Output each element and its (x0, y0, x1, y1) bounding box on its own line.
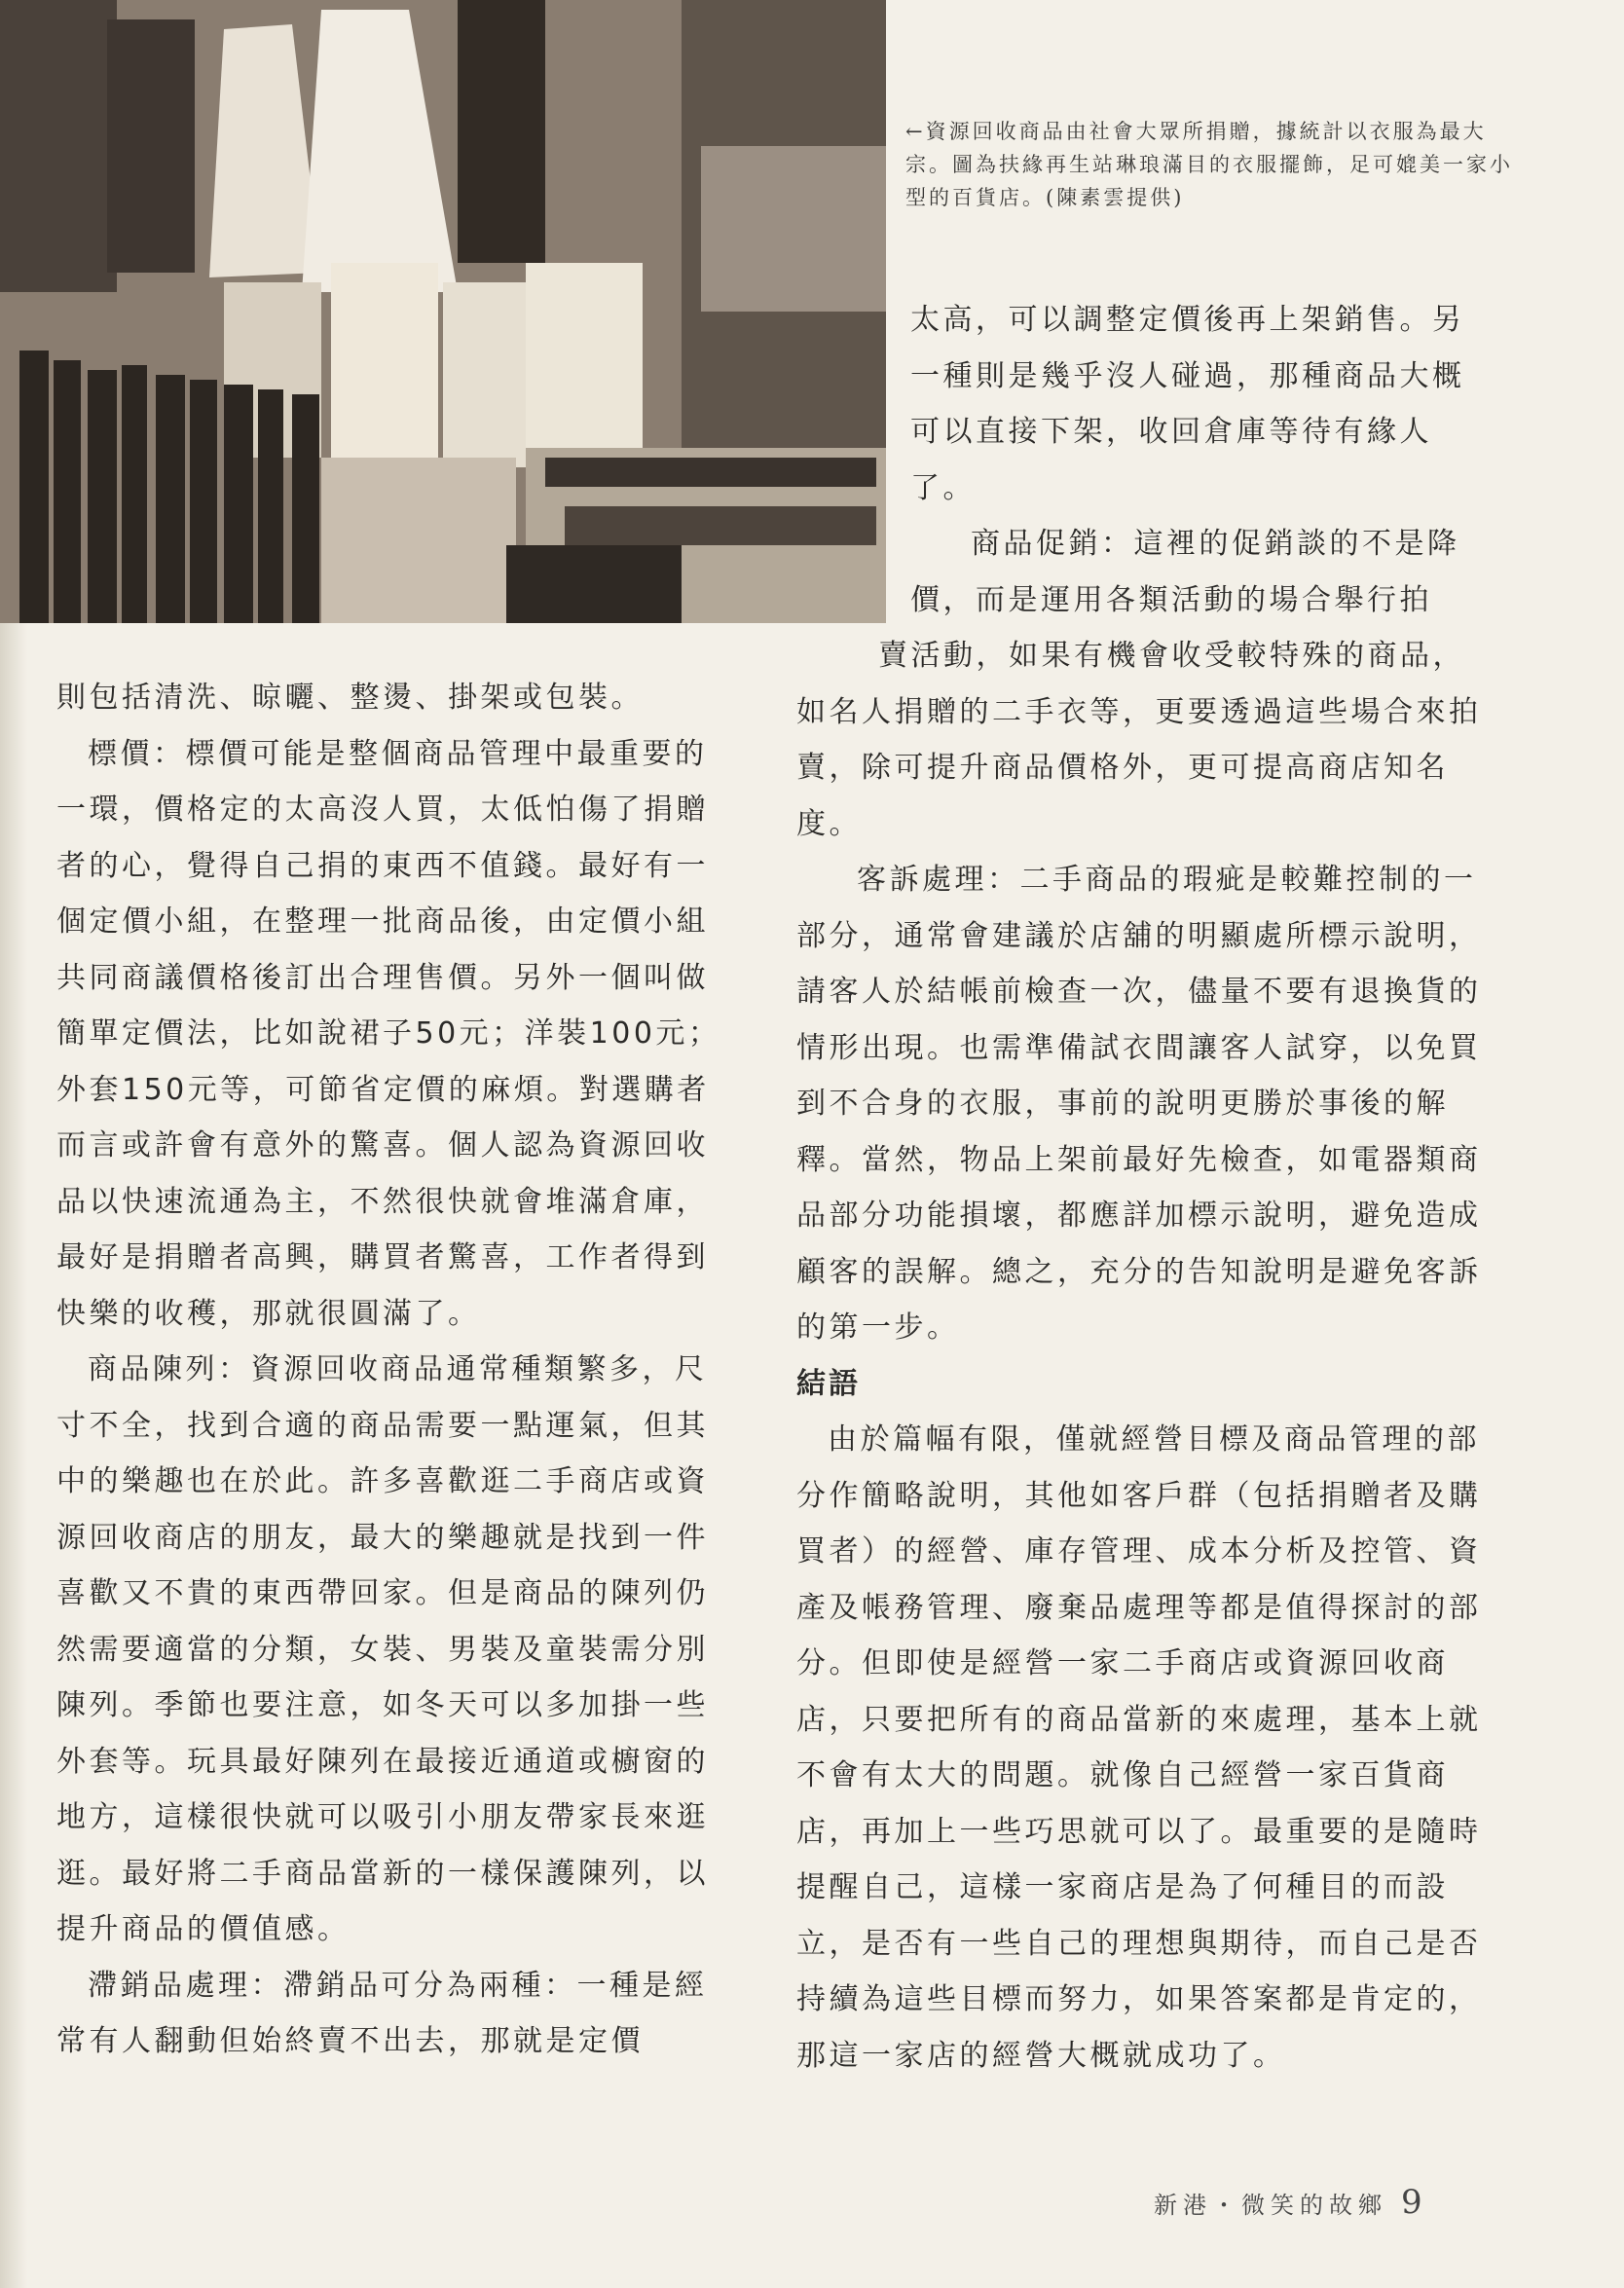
footer-title: 新港・微笑的故鄉 (1154, 2192, 1387, 2219)
page-footer (1154, 2183, 1422, 2222)
paragraph-conclusion: 由於篇幅有限，僅就經營目標及商品管理的部分作簡略說明，其他如客戶群（包括捐贈者及購買者）的經營、庫存管理、成本分析及控管、資產及帳務管理、廢棄品處理等都是值得探討的部分。但即使是經營一家二手商店或資源回收商店，只要把所有的商品當新的來處理，基本上就不會有太大的問題。就像自己經營一家百貨商店，再加上一些巧思就可以了。最重要的是隨時提醒自己，這樣一家商店是為了何種目的而設立，是否有一些自己的理想與期待，而自己是否持續為這些目標而努力，如果答案都是肯定的，那這一家店的經營大概就成功了。 (796, 1422, 1482, 2073)
paragraph-unsold-cont: 太高，可以調整定價後再上架銷售。另一種則是幾乎沒人碰過，那種商品大概可以直接下架，收回倉庫等待有緣人了。 (910, 303, 1465, 505)
photo-caption: ←資源回收商品由社會大眾所捐贈，據統計以衣服為最大宗。圖為扶緣再生站琳琅滿目的衣服擺飾，足可媲美一家小型的百貨店。(陳素雲提供) (905, 120, 1513, 209)
paragraph-processing-cont: 則包括清洗、晾曬、整燙、掛架或包裝。 (56, 681, 644, 715)
section-heading-conclusion: 結語 (796, 1366, 861, 1401)
paragraph-display: 商品陳列：資源回收商品通常種類繁多，尺寸不全，找到合適的商品需要一點運氣，但其中的樂趣也在於此。許多喜歡逛二手商店或資源回收商店的朋友，最大的樂趣就是找到一件喜歡又不貴的東西帶回家。但是商品的陳列仍然需要適當的分類，女裝、男裝及童裝需分別陳列。季節也要注意，如冬天可以多加掛一些外套等。玩具最好陳列在最接近通道或櫥窗的地方，這樣很快就可以吸引小朋友帶家長來逛逛。最好將二手商品當新的一樣保護陳列，以提升商品的價值感。 (56, 1352, 709, 1946)
paragraph-promotion-cont: 賣活動，如果有機會收受較特殊的商品，如名人捐贈的二手衣等，更要透過這些場合來拍賣，除可提升商品價格外，更可提高商店知名度。 (796, 639, 1482, 841)
paragraph-complaints: 客訴處理：二手商品的瑕疵是較難控制的一部分，通常會建議於店舖的明顯處所標示說明，請客人於結帳前檢查一次，儘量不要有退換貨的情形出現。也需準備試衣間讓客人試穿，以免買到不合身的衣服，事前的說明更勝於事後的解釋。當然，物品上架前最好先檢查，如電器類商品部分功能損壞，都應詳加標示說明，避免造成顧客的誤解。總之，充分的告知說明是避免客訴的第一步。 (796, 863, 1482, 1345)
paragraph-unsold: 滯銷品處理：滯銷品可分為兩種：一種是經常有人翻動但始終賣不出去，那就是定價 (56, 1968, 708, 2058)
page-number: 9 (1401, 2183, 1422, 2222)
photo-illustration (0, 0, 886, 623)
paragraph-promotion: 商品促銷：這裡的促銷談的不是降價，而是運用各類活動的場合舉行拍 (910, 527, 1460, 617)
left-column (56, 670, 738, 2070)
paragraph-pricing: 標價：標價可能是整個商品管理中最重要的一環，價格定的太高沒人買，太低怕傷了捐贈者的心，覺得自己捐的東西不值錢。最好有一個定價小組，在整理一批商品後，由定價小組共同商議價格後訂出合理售價。另外一個叫做簡單定價法，比如說裙子50元；洋裝100元；外套150元等，可節省定價的麻煩。對選購者而言或許會有意外的驚喜。個人認為資源回收品以快速流通為主，不然很快就會堆滿倉庫，最好是捐贈者高興，購買者驚喜，工作者得到快樂的收穫，那就很圓滿了。 (56, 736, 721, 1331)
clothing-store-photo (0, 0, 886, 623)
right-column (796, 628, 1483, 2084)
right-column-top (910, 292, 1495, 628)
